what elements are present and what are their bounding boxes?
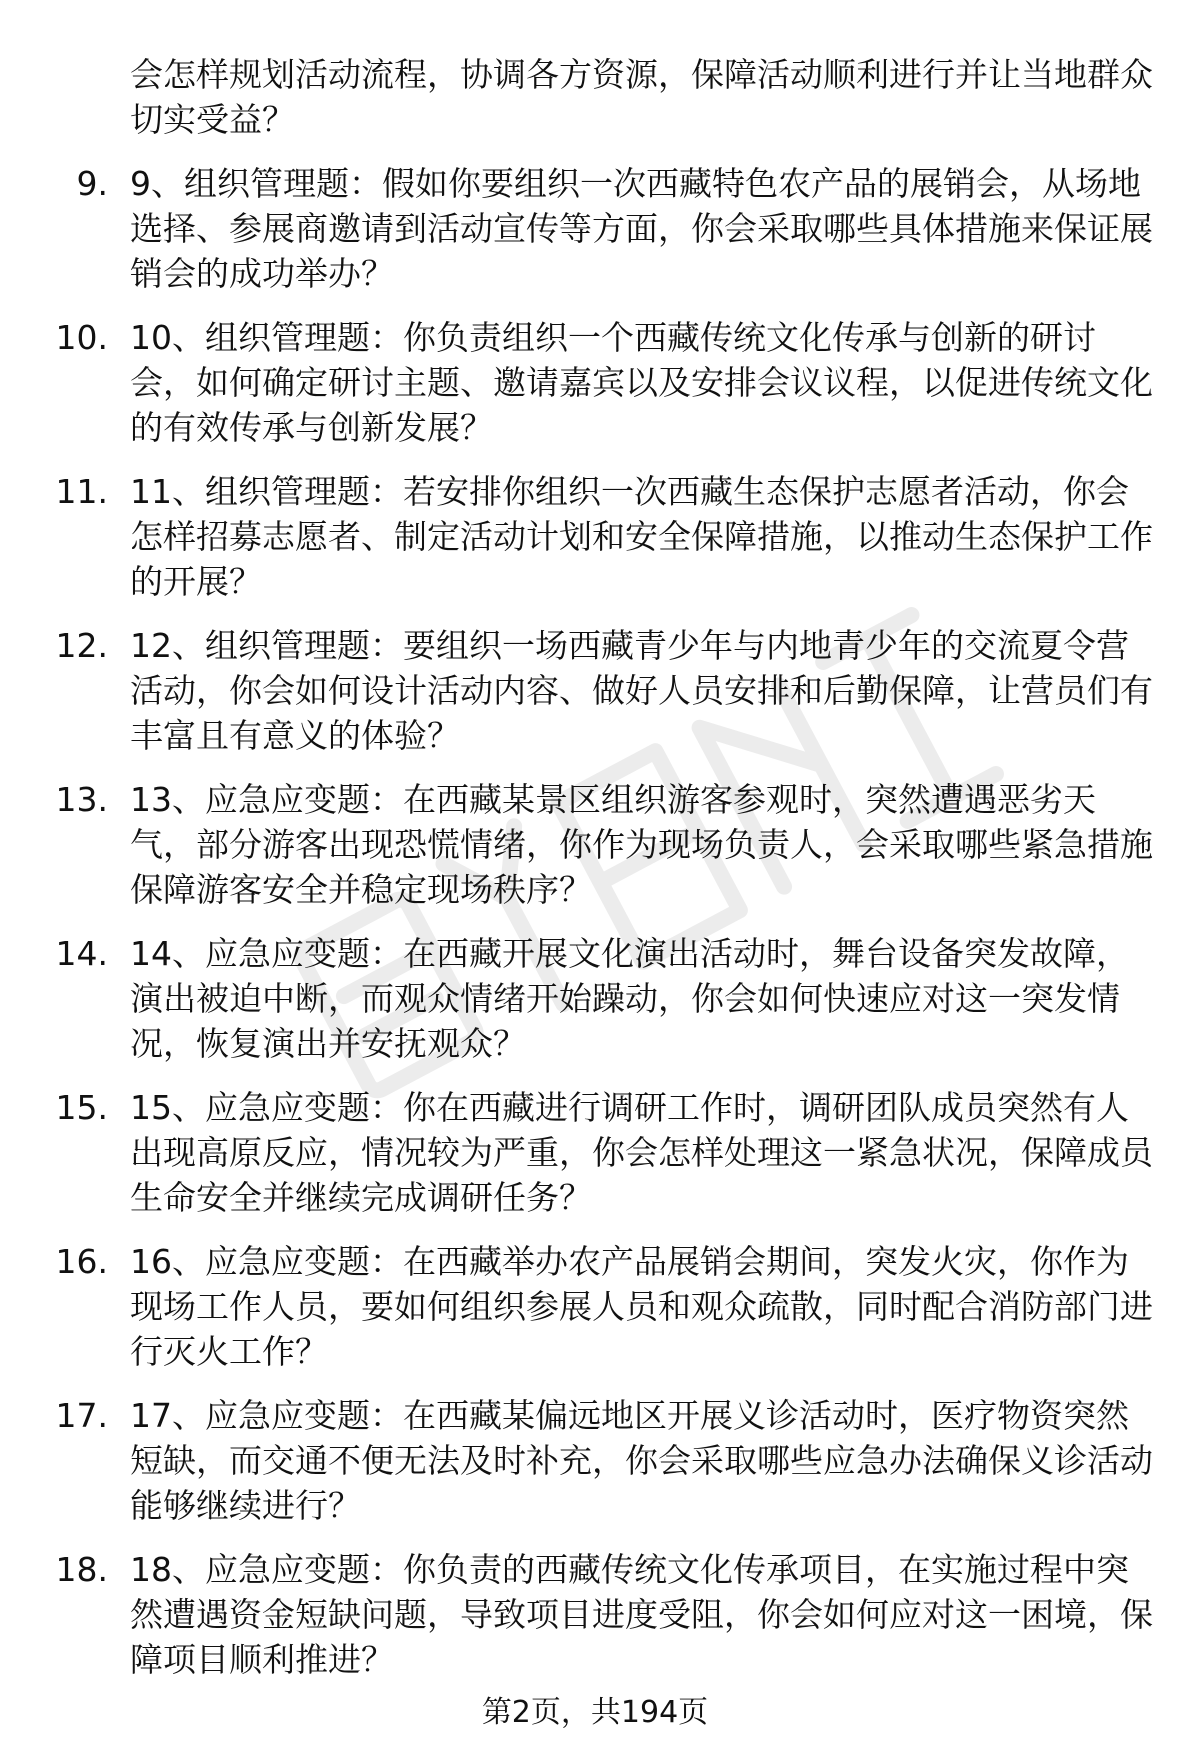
question-number: 10. [55, 318, 108, 357]
question-number: 18. [55, 1550, 108, 1589]
question-text: 11、组织管理题：若安排你组织一次西藏生态保护志愿者活动，你会怎样招募志愿者、制定活动计划和安全保障措施，以推动生态保护工作的开展？ [130, 472, 1153, 601]
question-list [0, 161, 1190, 1682]
question-number: 11. [55, 472, 108, 511]
document-body [0, 52, 1190, 1701]
question-text: 16、应急应变题：在西藏举办农产品展销会期间，突发火灾，你作为现场工作人员，要如何组织参展人员和观众疏散，同时配合消防部门进行灭火工作？ [130, 1242, 1153, 1371]
question-item [0, 161, 1190, 296]
question-number: 9. [76, 164, 108, 203]
continuation-text: 会怎样规划活动流程，协调各方资源，保障活动顺利进行并让当地群众切实受益？ [130, 55, 1153, 139]
question-text: 14、应急应变题：在西藏开展文化演出活动时，舞台设备突发故障，演出被迫中断，而观众情绪开始躁动，你会如何快速应对这一突发情况，恢复演出并安抚观众？ [130, 934, 1129, 1063]
question-text: 18、应急应变题：你负责的西藏传统文化传承项目，在实施过程中突然遭遇资金短缺问题，导致项目进度受阻，你会如何应对这一困境，保障项目顺利推进？ [130, 1550, 1153, 1679]
question-item [0, 315, 1190, 450]
question-text: 15、应急应变题：你在西藏进行调研工作时，调研团队成员突然有人出现高原反应，情况较为严重，你会怎样处理这一紧急状况，保障成员生命安全并继续完成调研任务？ [130, 1088, 1153, 1217]
question-text: 12、组织管理题：要组织一场西藏青少年与内地青少年的交流夏令营活动，你会如何设计活动内容、做好人员安排和后勤保障，让营员们有丰富且有意义的体验？ [130, 626, 1153, 755]
question-text: 10、组织管理题：你负责组织一个西藏传统文化传承与创新的研讨会，如何确定研讨主题、邀请嘉宾以及安排会议议程，以促进传统文化的有效传承与创新发展？ [130, 318, 1153, 447]
question-item [0, 1085, 1190, 1220]
question-item [0, 469, 1190, 604]
question-text: 9、组织管理题：假如你要组织一次西藏特色农产品的展销会，从场地选择、参展商邀请到活动宣传等方面，你会采取哪些具体措施来保证展销会的成功举办？ [130, 164, 1153, 293]
question-number: 14. [55, 934, 108, 973]
question-item [0, 931, 1190, 1066]
question-item [0, 1393, 1190, 1528]
question-number: 16. [55, 1242, 108, 1281]
question-item [0, 623, 1190, 758]
continuation-paragraph [0, 52, 1190, 142]
question-item [0, 777, 1190, 912]
question-number: 13. [55, 780, 108, 819]
page-footer: 第2页，共194页 [481, 1695, 709, 1730]
question-text: 13、应急应变题：在西藏某景区组织游客参观时，突然遭遇恶劣天气，部分游客出现恐慌情绪，你作为现场负责人，会采取哪些紧急措施保障游客安全并稳定现场秩序？ [130, 780, 1153, 909]
question-item [0, 1547, 1190, 1682]
question-text: 17、应急应变题：在西藏某偏远地区开展义诊活动时，医疗物资突然短缺，而交通不便无法及时补充，你会采取哪些应急办法确保义诊活动能够继续进行？ [130, 1396, 1153, 1525]
question-item [0, 1239, 1190, 1374]
question-number: 12. [55, 626, 108, 665]
question-number: 17. [55, 1396, 108, 1435]
question-number: 15. [55, 1088, 108, 1127]
